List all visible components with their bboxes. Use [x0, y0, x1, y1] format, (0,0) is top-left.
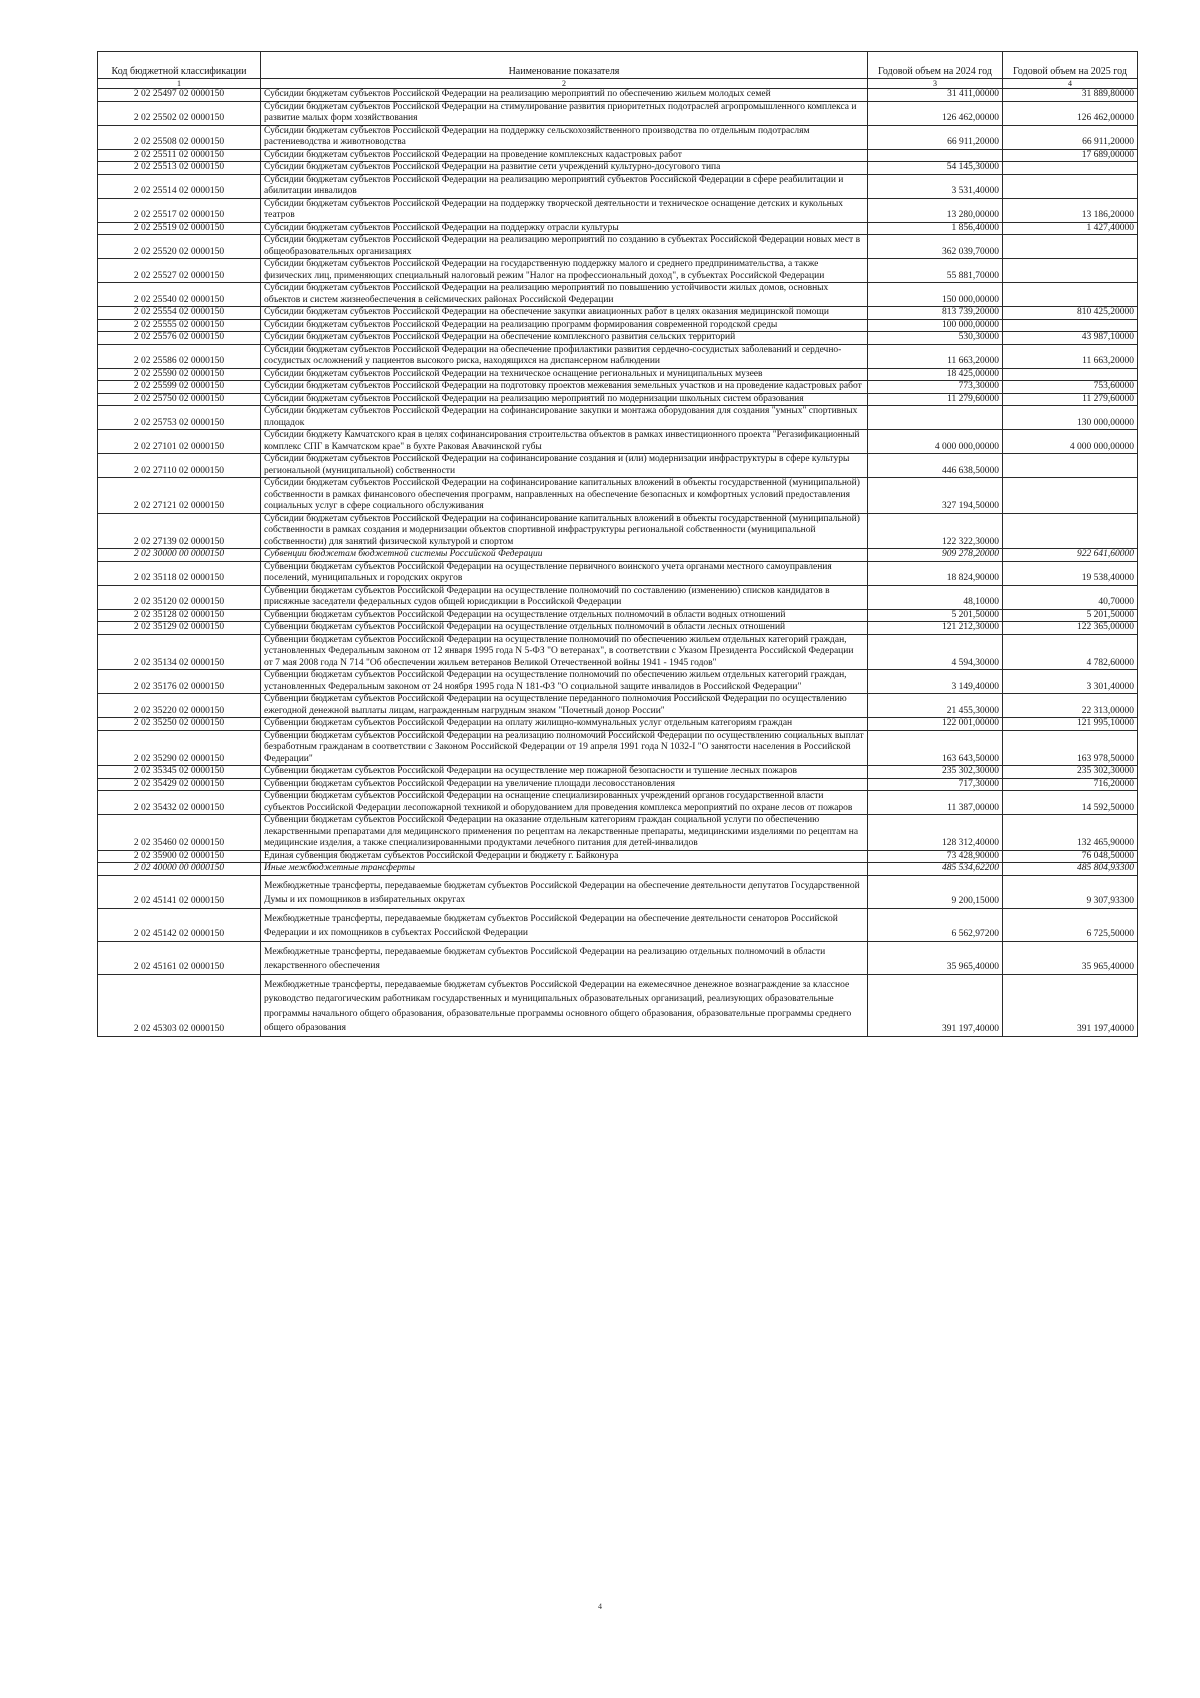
value-2025-cell — [1003, 235, 1138, 259]
value-2024-cell: 73 428,90000 — [868, 850, 1003, 863]
table-row — [98, 259, 1138, 283]
code-cell: 2 02 25517 02 0000150 — [98, 198, 261, 222]
table-row — [98, 89, 1138, 102]
value-2024-cell: 3 149,40000 — [868, 670, 1003, 694]
value-2025-cell: 753,60000 — [1003, 381, 1138, 394]
name-cell: Межбюджетные трансферты, передаваемые бюджетам субъектов Российской Федерации на обеспечение деятельности сенаторов Российской Федерации и их помощников в субъектах Российской Федерации — [261, 908, 868, 941]
code-cell: 2 02 35118 02 0000150 — [98, 561, 261, 585]
table-row — [98, 101, 1138, 125]
code-cell: 2 02 25508 02 0000150 — [98, 125, 261, 149]
value-2025-cell: 716,20000 — [1003, 778, 1138, 791]
code-cell: 2 02 35220 02 0000150 — [98, 694, 261, 718]
column-number: 2 — [261, 79, 868, 89]
code-cell: 2 02 35900 02 0000150 — [98, 850, 261, 863]
value-2025-cell: 130 000,00000 — [1003, 406, 1138, 430]
table-row — [98, 198, 1138, 222]
value-2024-cell: 35 965,40000 — [868, 941, 1003, 974]
value-2024-cell: 122 001,00000 — [868, 718, 1003, 731]
table-row — [98, 778, 1138, 791]
name-cell: Межбюджетные трансферты, передаваемые бюджетам субъектов Российской Федерации на обеспечение деятельности депутатов Государственной Думы и их помощников в избирательных округах — [261, 875, 868, 908]
name-cell: Субсидии бюджетам субъектов Российской Федерации на государственную поддержку малого и среднего предпринимательства, а также физических лиц, применяющих специальный налоговый режим "Налог на профессиональный доход", в субъектах Российской Федерации — [261, 259, 868, 283]
code-cell: 2 02 35345 02 0000150 — [98, 766, 261, 779]
code-cell: 2 02 35128 02 0000150 — [98, 609, 261, 622]
name-cell: Единая субвенция бюджетам субъектов Российской Федерации и бюджету г. Байконура — [261, 850, 868, 863]
table-body — [98, 89, 1138, 1037]
value-2024-cell: 717,30000 — [868, 778, 1003, 791]
table-row — [98, 634, 1138, 670]
value-2025-cell: 5 201,50000 — [1003, 609, 1138, 622]
code-cell: 2 02 27101 02 0000150 — [98, 430, 261, 454]
header-2024: Годовой объем на 2024 год — [868, 52, 1003, 79]
value-2025-cell: 485 804,93300 — [1003, 863, 1138, 876]
value-2024-cell: 126 462,00000 — [868, 101, 1003, 125]
value-2024-cell: 9 200,15000 — [868, 875, 1003, 908]
code-cell: 2 02 45161 02 0000150 — [98, 941, 261, 974]
value-2024-cell: 122 322,30000 — [868, 513, 1003, 549]
name-cell: Субсидии бюджетам субъектов Российской Федерации на реализацию мероприятий по обеспечению жильем молодых семей — [261, 89, 868, 102]
table-row — [98, 622, 1138, 635]
code-cell: 2 02 35176 02 0000150 — [98, 670, 261, 694]
table-row — [98, 174, 1138, 198]
value-2025-cell: 6 725,50000 — [1003, 908, 1138, 941]
name-cell: Субвенции бюджетам бюджетной системы Российской Федерации — [261, 549, 868, 562]
value-2025-cell: 35 965,40000 — [1003, 941, 1138, 974]
name-cell: Субсидии бюджетам субъектов Российской Федерации на реализацию мероприятий по созданию в субъектах Российской Федерации новых мест в общеобразовательных организациях — [261, 235, 868, 259]
value-2025-cell: 163 978,50000 — [1003, 730, 1138, 766]
name-cell: Субвенции бюджетам субъектов Российской Федерации на осуществление отдельных полномочий в области водных отношений — [261, 609, 868, 622]
value-2025-cell: 76 048,50000 — [1003, 850, 1138, 863]
table-row — [98, 974, 1138, 1036]
value-2024-cell: 1 856,40000 — [868, 222, 1003, 235]
value-2024-cell: 31 411,00000 — [868, 89, 1003, 102]
code-cell: 2 02 25497 02 0000150 — [98, 89, 261, 102]
column-number: 1 — [98, 79, 261, 89]
value-2024-cell — [868, 406, 1003, 430]
value-2025-cell: 1 427,40000 — [1003, 222, 1138, 235]
name-cell: Субсидии бюджетам субъектов Российской Федерации на поддержку отрасли культуры — [261, 222, 868, 235]
value-2025-cell: 66 911,20000 — [1003, 125, 1138, 149]
name-cell: Субвенции бюджетам субъектов Российской Федерации на оплату жилищно-коммунальных услуг отдельным категориям граждан — [261, 718, 868, 731]
value-2024-cell: 11 279,60000 — [868, 393, 1003, 406]
value-2024-cell: 4 594,30000 — [868, 634, 1003, 670]
code-cell: 2 02 25576 02 0000150 — [98, 332, 261, 345]
value-2024-cell: 4 000 000,00000 — [868, 430, 1003, 454]
name-cell: Субсидии бюджетам субъектов Российской Федерации на софинансирование капитальных вложений в объекты государственной (муниципальной) собственности в рамках финансового обеспечения программ, направленных на обеспечение безопасных и комфортных условий предоставления социальных услуг в сфере социального обслуживания — [261, 478, 868, 514]
value-2025-cell — [1003, 259, 1138, 283]
value-2025-cell: 11 663,20000 — [1003, 344, 1138, 368]
value-2024-cell — [868, 149, 1003, 162]
name-cell: Субсидии бюджетам субъектов Российской Федерации на техническое оснащение региональных и муниципальных музеев — [261, 368, 868, 381]
value-2024-cell: 6 562,97200 — [868, 908, 1003, 941]
name-cell: Субсидии бюджетам субъектов Российской Федерации на софинансирование капитальных вложений в объекты государственной (муниципальной) собственности в рамках создания и модернизации объектов спортивной инфраструктуры региональной собственности (муниципальной собственности) для занятий физической культурой и спортом — [261, 513, 868, 549]
table-row — [98, 344, 1138, 368]
name-cell: Субсидии бюджетам субъектов Российской Федерации на стимулирование развития приоритетных подотраслей агропромышленного комплекса и развитие малых форм хозяйствования — [261, 101, 868, 125]
name-cell: Субвенции бюджетам субъектов Российской Федерации на осуществление первичного воинского учета органами местного самоуправления поселений, муниципальных и городских округов — [261, 561, 868, 585]
code-cell: 2 02 27139 02 0000150 — [98, 513, 261, 549]
value-2024-cell: 128 312,40000 — [868, 815, 1003, 851]
value-2025-cell: 17 689,00000 — [1003, 149, 1138, 162]
value-2025-cell: 14 592,50000 — [1003, 791, 1138, 815]
value-2025-cell: 121 995,10000 — [1003, 718, 1138, 731]
value-2025-cell: 391 197,40000 — [1003, 974, 1138, 1036]
name-cell: Иные межбюджетные трансферты — [261, 863, 868, 876]
value-2025-cell: 31 889,80000 — [1003, 89, 1138, 102]
value-2025-cell: 43 987,10000 — [1003, 332, 1138, 345]
code-cell: 2 02 27110 02 0000150 — [98, 454, 261, 478]
code-cell: 2 02 25519 02 0000150 — [98, 222, 261, 235]
name-cell: Субсидии бюджетам субъектов Российской Федерации на проведение комплексных кадастровых работ — [261, 149, 868, 162]
name-cell: Субсидии бюджетам субъектов Российской Федерации на обеспечение комплексного развития сельских территорий — [261, 332, 868, 345]
name-cell: Субвенции бюджетам субъектов Российской Федерации на осуществление мер пожарной безопасности и тушение лесных пожаров — [261, 766, 868, 779]
value-2025-cell — [1003, 513, 1138, 549]
column-number-row — [98, 79, 1138, 89]
code-cell: 2 02 35134 02 0000150 — [98, 634, 261, 670]
name-cell: Субсидии бюджетам субъектов Российской Федерации на реализацию мероприятий по повышению устойчивости жилых домов, основных объектов и систем жизнеобеспечения в сейсмических районах Российской Федерации — [261, 283, 868, 307]
name-cell: Субсидии бюджетам субъектов Российской Федерации на обеспечение закупки авиационных работ в целях оказания медицинской помощи — [261, 307, 868, 320]
code-cell: 2 02 45141 02 0000150 — [98, 875, 261, 908]
code-cell: 2 02 25554 02 0000150 — [98, 307, 261, 320]
table-row — [98, 585, 1138, 609]
table-row — [98, 694, 1138, 718]
table-row — [98, 406, 1138, 430]
value-2024-cell: 530,30000 — [868, 332, 1003, 345]
code-cell: 2 02 40000 00 0000150 — [98, 863, 261, 876]
value-2024-cell: 163 643,50000 — [868, 730, 1003, 766]
table-row — [98, 222, 1138, 235]
value-2024-cell: 18 425,00000 — [868, 368, 1003, 381]
table-row — [98, 791, 1138, 815]
value-2024-cell: 909 278,20000 — [868, 549, 1003, 562]
header-2025: Годовой объем на 2025 год — [1003, 52, 1138, 79]
code-cell: 2 02 30000 00 0000150 — [98, 549, 261, 562]
value-2025-cell: 810 425,20000 — [1003, 307, 1138, 320]
name-cell: Межбюджетные трансферты, передаваемые бюджетам субъектов Российской Федерации на реализацию отдельных полномочий в области лекарственного обеспечения — [261, 941, 868, 974]
code-cell: 2 02 25520 02 0000150 — [98, 235, 261, 259]
value-2025-cell: 40,70000 — [1003, 585, 1138, 609]
name-cell: Субвенции бюджетам субъектов Российской Федерации на осуществление переданного полномочия Российской Федерации по осуществлению ежегодной денежной выплаты лицам, награжденным нагрудным знаком "Почетный донор России" — [261, 694, 868, 718]
name-cell: Субвенции бюджетам субъектов Российской Федерации на осуществление полномочий по составлению (изменению) списков кандидатов в присяжные заседатели федеральных судов общей юрисдикции в Российской Федерации — [261, 585, 868, 609]
name-cell: Субсидии бюджетам субъектов Российской Федерации на реализацию мероприятий по модернизации школьных систем образования — [261, 393, 868, 406]
table-row — [98, 381, 1138, 394]
code-cell: 2 02 35250 02 0000150 — [98, 718, 261, 731]
code-cell: 2 02 25590 02 0000150 — [98, 368, 261, 381]
code-cell: 2 02 25527 02 0000150 — [98, 259, 261, 283]
value-2024-cell: 327 194,50000 — [868, 478, 1003, 514]
code-cell: 2 02 27121 02 0000150 — [98, 478, 261, 514]
name-cell: Межбюджетные трансферты, передаваемые бюджетам субъектов Российской Федерации на ежемесячное денежное вознаграждение за классное руководство педагогическим работникам государственных и муниципальных образовательных организаций, реализующих образовательные программы начального общего образования, образовательные программы основного общего образования, образовательные программы среднего общего образования — [261, 974, 868, 1036]
table-row — [98, 850, 1138, 863]
budget-table — [97, 51, 1138, 1037]
value-2025-cell — [1003, 454, 1138, 478]
table-row — [98, 670, 1138, 694]
value-2024-cell: 18 824,90000 — [868, 561, 1003, 585]
value-2024-cell: 11 663,20000 — [868, 344, 1003, 368]
table-row — [98, 513, 1138, 549]
table-row — [98, 235, 1138, 259]
value-2025-cell: 122 365,00000 — [1003, 622, 1138, 635]
name-cell: Субвенции бюджетам субъектов Российской Федерации на оказание отдельным категориям граждан социальной услуги по обеспечению лекарственными препаратами для медицинского применения по рецептам на лекарственные препараты, медицинскими изделиями по рецептам на медицинские изделия, а также специализированными продуктами лечебного питания для детей-инвалидов — [261, 815, 868, 851]
table-row — [98, 125, 1138, 149]
value-2024-cell: 813 739,20000 — [868, 307, 1003, 320]
value-2025-cell: 9 307,93300 — [1003, 875, 1138, 908]
name-cell: Субсидии бюджетам субъектов Российской Федерации на софинансирование создания и (или) модернизации инфраструктуры в сфере культуры региональной (муниципальной) собственности — [261, 454, 868, 478]
value-2025-cell: 13 186,20000 — [1003, 198, 1138, 222]
table-row — [98, 766, 1138, 779]
code-cell: 2 02 25502 02 0000150 — [98, 101, 261, 125]
value-2024-cell: 54 145,30000 — [868, 162, 1003, 175]
name-cell: Субвенции бюджетам субъектов Российской Федерации на осуществление полномочий по обеспечению жильем отдельных категорий граждан, установленных Федеральным законом от 12 января 1995 года N 5-ФЗ "О ветеранах", в соответствии с Указом Президента Российской Федерации от 7 мая 2008 года N 714 "Об обеспечении жильем ветеранов Великой Отечественной войны 1941 - 1945 годов" — [261, 634, 868, 670]
code-cell: 2 02 25599 02 0000150 — [98, 381, 261, 394]
value-2024-cell: 13 280,00000 — [868, 198, 1003, 222]
table-row — [98, 162, 1138, 175]
value-2025-cell: 126 462,00000 — [1003, 101, 1138, 125]
table-row — [98, 393, 1138, 406]
code-cell: 2 02 35290 02 0000150 — [98, 730, 261, 766]
value-2024-cell: 773,30000 — [868, 381, 1003, 394]
code-cell: 2 02 35429 02 0000150 — [98, 778, 261, 791]
name-cell: Субсидии бюджетам субъектов Российской Федерации на развитие сети учреждений культурно-досугового типа — [261, 162, 868, 175]
code-cell: 2 02 35120 02 0000150 — [98, 585, 261, 609]
name-cell: Субсидии бюджетам субъектов Российской Федерации на поддержку сельскохозяйственного производства по отдельным подотраслям растениеводства и животноводства — [261, 125, 868, 149]
value-2024-cell: 121 212,30000 — [868, 622, 1003, 635]
value-2024-cell: 362 039,70000 — [868, 235, 1003, 259]
value-2025-cell: 11 279,60000 — [1003, 393, 1138, 406]
value-2025-cell — [1003, 162, 1138, 175]
column-number: 3 — [868, 79, 1003, 89]
header-name: Наименование показателя — [261, 52, 868, 79]
name-cell: Субсидии бюджетам субъектов Российской Федерации на софинансирование закупки и монтажа оборудования для создания "умных" спортивных площадок — [261, 406, 868, 430]
code-cell: 2 02 25753 02 0000150 — [98, 406, 261, 430]
value-2024-cell: 235 302,30000 — [868, 766, 1003, 779]
code-cell: 2 02 25540 02 0000150 — [98, 283, 261, 307]
name-cell: Субсидии бюджетам субъектов Российской Федерации на реализацию программ формирования современной городской среды — [261, 319, 868, 332]
code-cell: 2 02 45142 02 0000150 — [98, 908, 261, 941]
value-2024-cell: 11 387,00000 — [868, 791, 1003, 815]
document-page — [97, 51, 1137, 1037]
value-2025-cell: 4 782,60000 — [1003, 634, 1138, 670]
table-row — [98, 283, 1138, 307]
value-2024-cell: 391 197,40000 — [868, 974, 1003, 1036]
name-cell: Субвенции бюджетам субъектов Российской Федерации на реализацию полномочий Российской Федерации по осуществлению социальных выплат безработным гражданам в соответствии с Законом Российской Федерации от 19 апреля 1991 года N 1032-I "О занятости населения в Российской Федерации" — [261, 730, 868, 766]
table-row-total — [98, 549, 1138, 562]
value-2025-cell — [1003, 319, 1138, 332]
table-row — [98, 368, 1138, 381]
value-2025-cell — [1003, 368, 1138, 381]
table-row — [98, 454, 1138, 478]
table-row — [98, 430, 1138, 454]
table-row — [98, 478, 1138, 514]
name-cell: Субвенции бюджетам субъектов Российской Федерации на увеличение площади лесовосстановления — [261, 778, 868, 791]
value-2024-cell: 21 455,30000 — [868, 694, 1003, 718]
table-row — [98, 319, 1138, 332]
table-row — [98, 561, 1138, 585]
code-cell: 2 02 25586 02 0000150 — [98, 344, 261, 368]
column-number: 4 — [1003, 79, 1138, 89]
header-row — [98, 52, 1138, 79]
name-cell: Субвенции бюджетам субъектов Российской Федерации на осуществление полномочий по обеспечению жильем отдельных категорий граждан, установленных Федеральным законом от 24 ноября 1995 года N 181-ФЗ "О социальной защите инвалидов в Российской Федерации" — [261, 670, 868, 694]
name-cell: Субвенции бюджетам субъектов Российской Федерации на осуществление отдельных полномочий в области лесных отношений — [261, 622, 868, 635]
code-cell: 2 02 35460 02 0000150 — [98, 815, 261, 851]
value-2025-cell: 22 313,00000 — [1003, 694, 1138, 718]
value-2024-cell: 485 534,62200 — [868, 863, 1003, 876]
code-cell: 2 02 35129 02 0000150 — [98, 622, 261, 635]
page-number: 4 — [598, 1602, 602, 1611]
value-2024-cell: 3 531,40000 — [868, 174, 1003, 198]
code-cell: 2 02 25513 02 0000150 — [98, 162, 261, 175]
table-row — [98, 908, 1138, 941]
name-cell: Субвенции бюджетам субъектов Российской Федерации на оснащение специализированных учреждений органов государственной власти субъектов Российской Федерации лесопожарной техникой и оборудованием для проведения комплекса мероприятий по охране лесов от пожаров — [261, 791, 868, 815]
value-2025-cell: 132 465,90000 — [1003, 815, 1138, 851]
value-2024-cell: 55 881,70000 — [868, 259, 1003, 283]
name-cell: Субсидии бюджетам субъектов Российской Федерации на реализацию мероприятий субъектов Российской Федерации в сфере реабилитации и абилитации инвалидов — [261, 174, 868, 198]
name-cell: Субсидии бюджетам субъектов Российской Федерации на поддержку творческой деятельности и техническое оснащение детских и кукольных театров — [261, 198, 868, 222]
code-cell: 2 02 35432 02 0000150 — [98, 791, 261, 815]
name-cell: Субсидии бюджету Камчатского края в целях софинансирования строительства объектов в рамках инвестиционного проекта "Регазификационный комплекс СПГ в Камчатском крае" в бухте Раковая Авачинской губы — [261, 430, 868, 454]
value-2024-cell: 66 911,20000 — [868, 125, 1003, 149]
code-cell: 2 02 45303 02 0000150 — [98, 974, 261, 1036]
code-cell: 2 02 25514 02 0000150 — [98, 174, 261, 198]
table-row — [98, 941, 1138, 974]
value-2025-cell: 3 301,40000 — [1003, 670, 1138, 694]
table-row — [98, 307, 1138, 320]
value-2025-cell — [1003, 478, 1138, 514]
value-2024-cell: 100 000,00000 — [868, 319, 1003, 332]
value-2025-cell: 235 302,30000 — [1003, 766, 1138, 779]
value-2025-cell — [1003, 174, 1138, 198]
table-row — [98, 718, 1138, 731]
value-2025-cell: 4 000 000,00000 — [1003, 430, 1138, 454]
table-row — [98, 609, 1138, 622]
value-2024-cell: 48,10000 — [868, 585, 1003, 609]
table-row-total — [98, 863, 1138, 876]
value-2024-cell: 446 638,50000 — [868, 454, 1003, 478]
code-cell: 2 02 25555 02 0000150 — [98, 319, 261, 332]
code-cell: 2 02 25511 02 0000150 — [98, 149, 261, 162]
table-row — [98, 815, 1138, 851]
name-cell: Субсидии бюджетам субъектов Российской Федерации на подготовку проектов межевания земельных участков и на проведение кадастровых работ — [261, 381, 868, 394]
value-2024-cell: 150 000,00000 — [868, 283, 1003, 307]
table-row — [98, 875, 1138, 908]
name-cell: Субсидии бюджетам субъектов Российской Федерации на обеспечение профилактики развития сердечно-сосудистых заболеваний и сердечно-сосудистых осложнений у пациентов высокого риска, находящихся на диспансерном наблюдении — [261, 344, 868, 368]
table-row — [98, 332, 1138, 345]
table-row — [98, 149, 1138, 162]
value-2025-cell — [1003, 283, 1138, 307]
value-2025-cell: 922 641,60000 — [1003, 549, 1138, 562]
table-row — [98, 730, 1138, 766]
value-2024-cell: 5 201,50000 — [868, 609, 1003, 622]
code-cell: 2 02 25750 02 0000150 — [98, 393, 261, 406]
value-2025-cell: 19 538,40000 — [1003, 561, 1138, 585]
header-code: Код бюджетной классификации — [98, 52, 261, 79]
